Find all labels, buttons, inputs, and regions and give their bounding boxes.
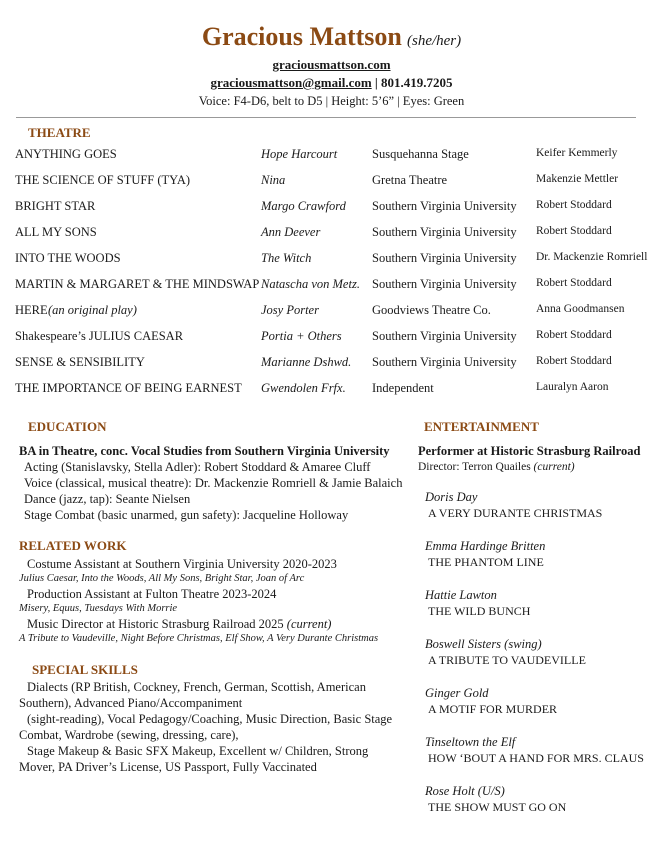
role-name: Josy Porter xyxy=(261,303,319,317)
venue-name: Southern Virginia University xyxy=(372,329,517,343)
entertainment-director: Director: Terron Quailes xyxy=(418,461,531,473)
phone-number: 801.419.7205 xyxy=(381,75,453,90)
role-name: Marianne Dshwd. xyxy=(261,355,352,369)
related-work-section-title: RELATED WORK xyxy=(19,538,127,553)
show-title: BRIGHT STAR xyxy=(15,199,96,213)
show-title: MARTIN & MARGARET & THE MINDSWAP xyxy=(15,277,260,291)
director-name: Anna Goodmansen xyxy=(536,303,625,315)
role-name: The Witch xyxy=(261,251,312,265)
entertainment-role: Emma Hardinge Britten xyxy=(425,539,546,553)
role-name: Ann Deever xyxy=(261,225,321,239)
venue-name: Southern Virginia University xyxy=(372,355,517,369)
theatre-credit-row xyxy=(0,199,663,219)
show-title: Shakespeare’s JULIUS CAESAR xyxy=(15,329,184,343)
director-name: Makenzie Mettler xyxy=(536,173,619,185)
entertainment-role: Doris Day xyxy=(425,490,478,504)
show-title: ANYTHING GOES xyxy=(15,147,117,161)
entertainment-role: Tinseltown the Elf xyxy=(425,735,516,749)
role-name: Hope Harcourt xyxy=(261,147,338,161)
role-name: Nina xyxy=(261,173,286,187)
skills-line: Dialects (RP British, Cockney, French, German, Scottish, American xyxy=(27,680,366,694)
director-name: Keifer Kemmerly xyxy=(536,147,618,159)
job-title: Music Director at Historic Strasburg Railroad 2025 xyxy=(27,617,284,631)
performer-stats: Voice: F4-D6, belt to D5 | Height: 5’6” | Eyes: Green xyxy=(198,94,465,108)
entertainment-show: THE SHOW MUST GO ON xyxy=(428,800,567,814)
entertainment-item xyxy=(425,685,658,717)
role-name: Margo Crawford xyxy=(261,199,346,213)
skills-line: Southern), Advanced Piano/Accompaniment xyxy=(19,696,243,710)
entertainment-item xyxy=(425,587,658,619)
venue-name: Gretna Theatre xyxy=(372,173,448,187)
show-note: (an original play) xyxy=(48,303,137,317)
venue-name: Independent xyxy=(372,381,434,395)
entertainment-block xyxy=(418,443,658,832)
venue-name: Southern Virginia University xyxy=(372,199,517,213)
education-line: Acting (Stanislavsky, Stella Adler): Robert Stoddard & Amaree Cluff xyxy=(24,460,371,474)
performer-name: Gracious Mattson xyxy=(201,22,402,51)
theatre-section-title: THEATRE xyxy=(28,125,91,140)
show-title: INTO THE WOODS xyxy=(15,251,121,265)
theatre-credit-row xyxy=(0,381,663,401)
show-title: THE IMPORTANCE OF BEING EARNEST xyxy=(15,381,242,395)
theatre-credit-row xyxy=(0,173,663,193)
director-name: Robert Stoddard xyxy=(536,199,612,211)
employer: Performer at Historic Strasburg Railroad xyxy=(418,444,641,458)
venue-name: Southern Virginia University xyxy=(372,225,517,239)
entertainment-show: A TRIBUTE TO VAUDEVILLE xyxy=(428,653,586,667)
entertainment-show: A VERY DURANTE CHRISTMAS xyxy=(428,506,603,520)
resume-header xyxy=(0,22,663,110)
skills-line: Stage Makeup & Basic SFX Makeup, Excellent w/ Children, Strong xyxy=(27,744,369,758)
email-link[interactable]: graciousmattson@gmail.com xyxy=(210,75,372,90)
header-divider xyxy=(16,117,636,118)
education-line: Dance (jazz, tap): Seante Nielsen xyxy=(24,492,191,506)
theatre-credit-row xyxy=(0,355,663,375)
role-name: Portia + Others xyxy=(261,329,342,343)
entertainment-role: Hattie Lawton xyxy=(425,588,497,602)
director-name: Robert Stoddard xyxy=(536,225,612,237)
venue-name: Southern Virginia University xyxy=(372,277,517,291)
job-current-note: (current) xyxy=(286,617,332,631)
theatre-credit-row xyxy=(0,277,663,297)
job-note: Julius Caesar, Into the Woods, All My Sons, Bright Star, Joan of Arc xyxy=(19,573,305,584)
contact-separator: | xyxy=(374,75,378,90)
entertainment-role: Rose Holt (U/S) xyxy=(425,784,505,798)
job-note: Misery, Equus, Tuesdays With Morrie xyxy=(19,603,178,614)
director-name: Dr. Mackenzie Romriell xyxy=(536,251,648,263)
entertainment-item xyxy=(425,783,658,815)
entertainment-show: A MOTIF FOR MURDER xyxy=(428,702,558,716)
entertainment-current-note: (current) xyxy=(533,461,575,473)
entertainment-role: Ginger Gold xyxy=(425,686,489,700)
venue-name: Goodviews Theatre Co. xyxy=(372,303,491,317)
job-title: Costume Assistant at Southern Virginia University 2020-2023 xyxy=(27,557,337,571)
role-name: Natascha von Metz. xyxy=(261,277,360,291)
venue-name: Southern Virginia University xyxy=(372,251,517,265)
job-title: Production Assistant at Fulton Theatre 2023-2024 xyxy=(27,587,277,601)
show-title: ALL MY SONS xyxy=(15,225,97,239)
director-name: Lauralyn Aaron xyxy=(536,381,609,393)
entertainment-show: THE PHANTOM LINE xyxy=(428,555,544,569)
education-line: Voice (classical, musical theatre): Dr. Mackenzie Romriell & Jamie Balaich xyxy=(24,476,403,490)
venue-name: Susquehanna Stage xyxy=(372,147,469,161)
theatre-credit-row xyxy=(0,251,663,271)
show-title: HERE xyxy=(15,303,48,317)
education-line: Stage Combat (basic unarmed, gun safety): Jacqueline Holloway xyxy=(24,508,349,522)
degree: BA in Theatre, conc. Vocal Studies from Southern Virginia University xyxy=(19,444,390,458)
entertainment-item xyxy=(425,734,658,766)
director-name: Robert Stoddard xyxy=(536,329,612,341)
director-name: Robert Stoddard xyxy=(536,277,612,289)
theatre-credit-row xyxy=(0,329,663,349)
theatre-credit-row xyxy=(0,225,663,245)
skills-section-title: SPECIAL SKILLS xyxy=(32,662,138,677)
education-block xyxy=(19,443,414,523)
pronouns: (she/her) xyxy=(406,33,462,49)
director-name: Robert Stoddard xyxy=(536,355,612,367)
entertainment-item xyxy=(425,636,658,668)
theatre-credit-row xyxy=(0,303,663,323)
education-section-title: EDUCATION xyxy=(28,419,107,434)
show-title: SENSE & SENSIBILITY xyxy=(15,355,145,369)
entertainment-show: HOW ‘BOUT A HAND FOR MRS. CLAUS xyxy=(428,751,644,765)
role-name: Gwendolen Frfx. xyxy=(261,381,346,395)
related-work-block xyxy=(19,556,414,646)
job-note: A Tribute to Vaudeville, Night Before Christmas, Elf Show, A Very Durante Christmas xyxy=(19,633,379,644)
entertainment-roles xyxy=(418,489,658,815)
show-title: THE SCIENCE OF STUFF (TYA) xyxy=(15,173,191,187)
entertainment-role: Boswell Sisters (swing) xyxy=(425,637,542,651)
skills-block xyxy=(19,679,414,775)
entertainment-item xyxy=(425,489,658,521)
skills-line: Combat, Wardrobe (sewing, dressing, care), xyxy=(19,728,239,742)
entertainment-item xyxy=(425,538,658,570)
theatre-credit-row xyxy=(0,147,663,167)
website-link[interactable]: graciousmattson.com xyxy=(272,57,391,72)
entertainment-section-title: ENTERTAINMENT xyxy=(424,419,539,434)
skills-line: (sight-reading), Vocal Pedagogy/Coaching, Music Direction, Basic Stage xyxy=(27,712,393,726)
entertainment-show: THE WILD BUNCH xyxy=(428,604,531,618)
skills-line: Mover, PA Driver’s License, US Passport, Fully Vaccinated xyxy=(19,760,317,774)
